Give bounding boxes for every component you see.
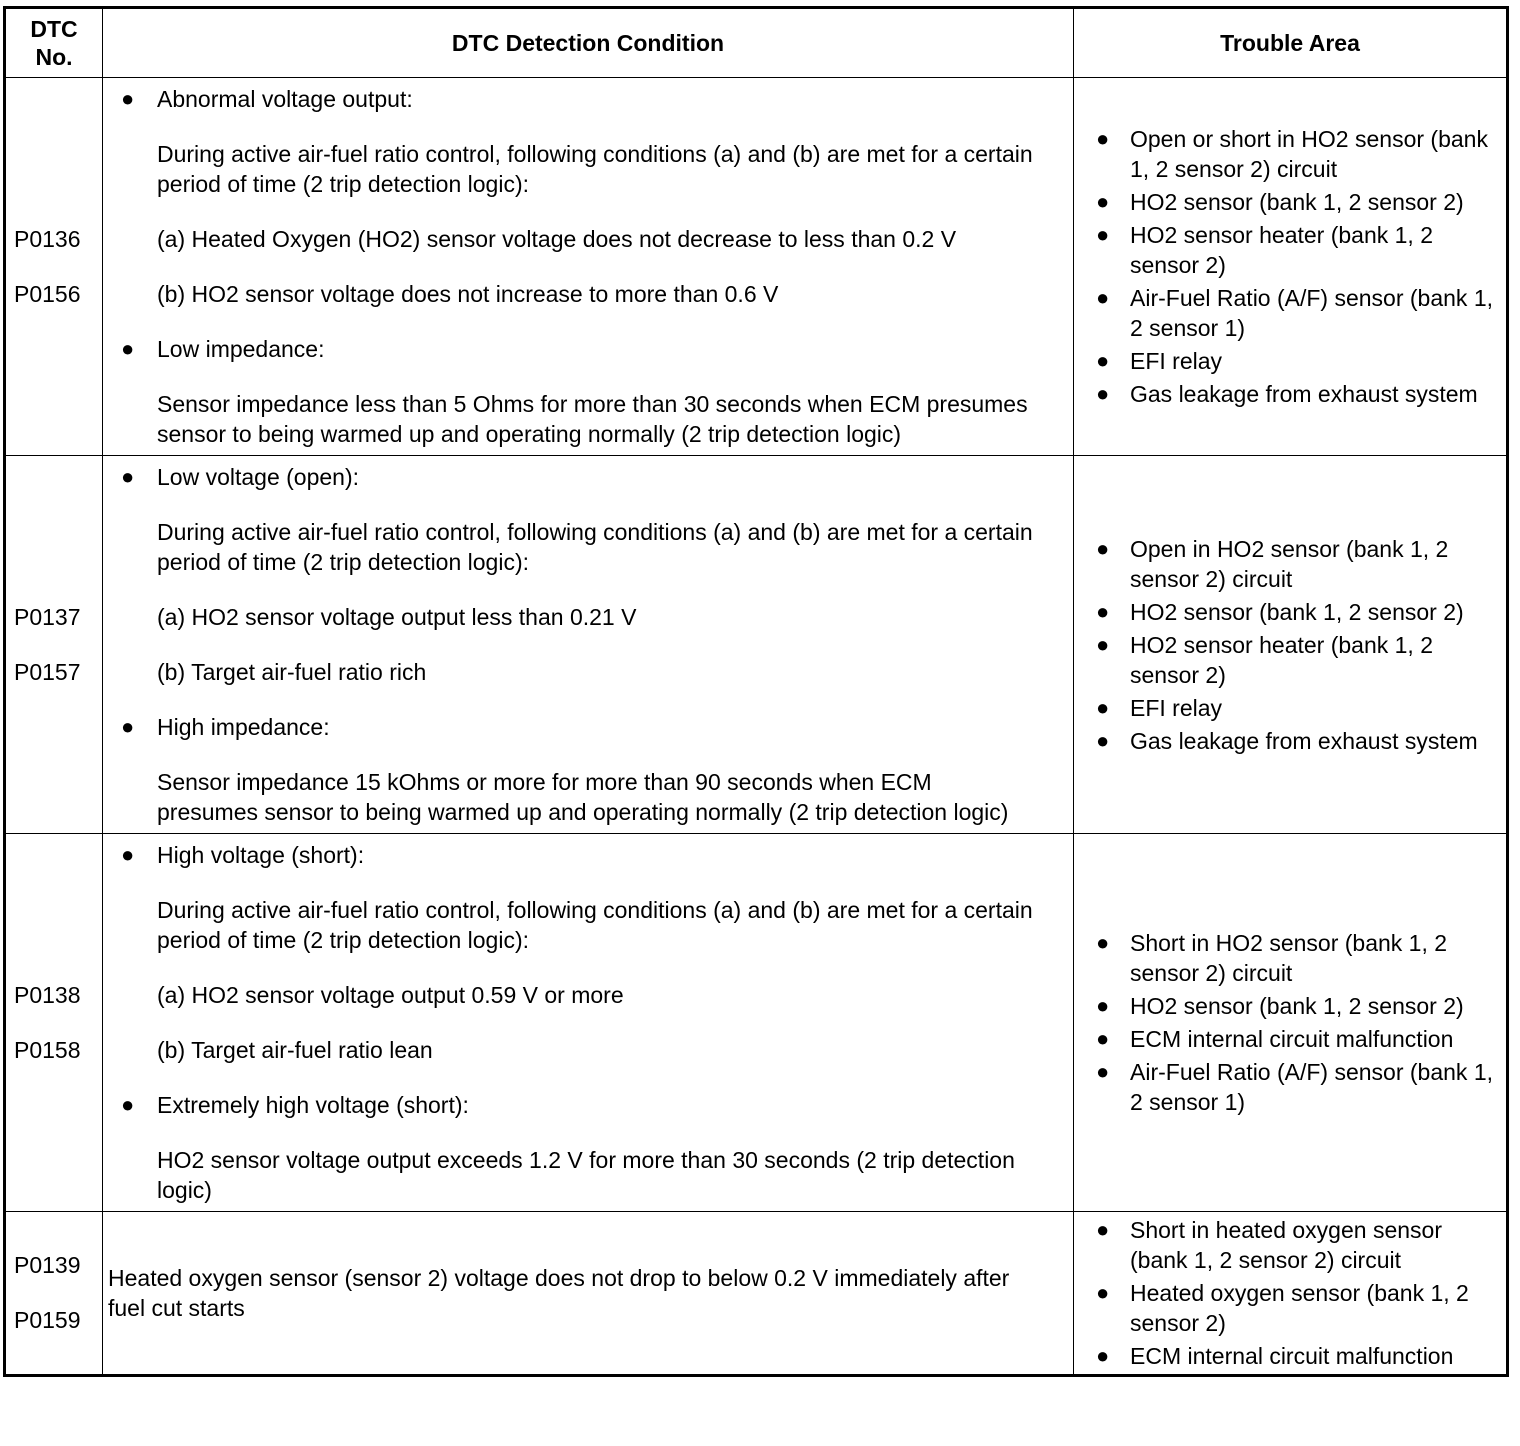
trouble-item [1096,124,1500,184]
bullet-icon: ● [1096,993,1110,1018]
trouble-area-cell [1074,78,1508,456]
table-row [5,456,1508,834]
header-detection-condition: DTC Detection Condition [103,8,1074,78]
condition-text: HO2 sensor voltage output exceeds 1.2 V for more than 30 seconds (2 trip detection logic) [157,1147,1015,1203]
trouble-area-cell [1074,834,1508,1212]
dtc-code: P0157 [14,658,81,685]
condition-text: (b) HO2 sensor voltage does not increase to more than 0.6 V [157,281,779,307]
trouble-item [1096,693,1500,723]
bullet-icon: ● [1096,222,1110,247]
trouble-text: Air-Fuel Ratio (A/F) sensor (bank 1, 2 sensor 1) [1130,1059,1494,1115]
detection-condition-cell [103,456,1074,834]
bullet-icon: ● [1096,930,1110,955]
condition-heading [121,334,1033,364]
condition-text: Low voltage (open): [157,464,360,490]
dtc-code-cell [5,834,103,1212]
bullet-icon: ● [121,336,135,361]
trouble-text: HO2 sensor (bank 1, 2 sensor 2) [1130,993,1464,1019]
bullet-icon: ● [1096,1343,1110,1368]
condition-paragraph [121,980,1033,1010]
trouble-text: HO2 sensor heater (bank 1, 2 sensor 2) [1130,222,1433,278]
dtc-code: P0136 [14,225,81,252]
condition-text: Sensor impedance less than 5 Ohms for more than 30 seconds when ECM presumes sensor to being warmed up and operating normally (2 trip detection logic) [157,391,1028,447]
trouble-item [1096,534,1500,594]
header-trouble-area: Trouble Area [1074,8,1508,78]
trouble-item [1096,187,1500,217]
condition-paragraph [121,1035,1033,1065]
dtc-table [3,6,1509,1377]
trouble-text: Gas leakage from exhaust system [1130,727,1478,754]
trouble-item [1096,630,1500,690]
bullet-icon: ● [121,86,135,111]
trouble-text: HO2 sensor (bank 1, 2 sensor 2) [1130,598,1464,625]
condition-text: (a) HO2 sensor voltage output less than 0.21 V [157,604,637,630]
trouble-item [1096,379,1500,409]
condition-paragraph [121,139,1033,199]
trouble-text: Air-Fuel Ratio (A/F) sensor (bank 1, 2 sensor 1) [1130,285,1494,341]
table-row [5,1212,1508,1376]
condition-heading [121,84,1033,114]
condition-paragraph [121,279,1033,309]
trouble-item [1096,726,1500,756]
bullet-icon: ● [1096,694,1110,720]
condition-paragraph [121,224,1033,254]
trouble-item [1096,1341,1500,1371]
trouble-text: HO2 sensor (bank 1, 2 sensor 2) [1130,189,1464,215]
trouble-text: Open in HO2 sensor (bank 1, 2 sensor 2) circuit [1130,535,1449,592]
trouble-text: EFI relay [1130,348,1223,374]
condition-text: High voltage (short): [157,842,365,868]
dtc-code: P0156 [14,280,81,307]
trouble-text: Gas leakage from exhaust system [1130,381,1478,407]
dtc-code: P0158 [14,1036,81,1063]
trouble-item [1096,1024,1500,1054]
trouble-item [1096,1057,1500,1117]
bullet-icon: ● [1096,1059,1110,1084]
condition-paragraph [121,602,1033,632]
trouble-item [1096,597,1500,627]
bullet-icon: ● [1096,1280,1110,1305]
trouble-text: Heated oxygen sensor (bank 1, 2 sensor 2) [1130,1280,1469,1336]
trouble-item [1096,991,1500,1021]
condition-paragraph [121,657,1033,687]
condition-paragraph [121,895,1033,955]
condition-text: Abnormal voltage output: [157,86,413,112]
condition-text: During active air-fuel ratio control, following conditions (a) and (b) are met for a certain period of time (2 trip detection logic): [157,141,1033,197]
bullet-icon: ● [1096,1026,1110,1051]
table-row [5,834,1508,1212]
dtc-code: P0139 [14,1252,81,1278]
table-row [5,78,1508,456]
trouble-area-cell [1074,456,1508,834]
condition-paragraph [121,517,1033,577]
trouble-text: HO2 sensor heater (bank 1, 2 sensor 2) [1130,631,1433,688]
bullet-icon: ● [1096,189,1110,214]
trouble-item [1096,928,1500,988]
dtc-code-cell [5,1212,103,1376]
dtc-code: P0137 [14,603,81,630]
dtc-code: P0138 [14,981,81,1008]
condition-heading [121,840,1033,870]
dtc-code-cell [5,78,103,456]
trouble-text: Short in heated oxygen sensor (bank 1, 2 sensor 2) circuit [1130,1217,1442,1273]
condition-text: Low impedance: [157,336,325,362]
bullet-icon: ● [121,464,135,489]
detection-condition-cell [103,78,1074,456]
trouble-item [1096,1278,1500,1338]
condition-paragraph [121,389,1033,449]
condition-heading [121,712,1033,742]
bullet-icon: ● [1096,348,1110,373]
condition-text: (b) Target air-fuel ratio lean [157,1037,433,1063]
trouble-area-cell [1074,1212,1508,1376]
trouble-item [1096,283,1500,343]
trouble-text: EFI relay [1130,694,1223,721]
condition-text: Sensor impedance 15 kOhms or more for more than 90 seconds when ECM presumes sensor to being warmed up and operating normally (2 trip detection logic) [157,769,1009,825]
condition-text: During active air-fuel ratio control, following conditions (a) and (b) are met for a certain period of time (2 trip detection logic): [157,519,1033,575]
bullet-icon: ● [121,1092,135,1117]
condition-text: Extremely high voltage (short): [157,1092,469,1118]
condition-text: (a) Heated Oxygen (HO2) sensor voltage does not decrease to less than 0.2 V [157,226,957,252]
condition-text: During active air-fuel ratio control, following conditions (a) and (b) are met for a certain period of time (2 trip detection logic): [157,897,1033,953]
trouble-text: ECM internal circuit malfunction [1130,1343,1454,1369]
trouble-text: ECM internal circuit malfunction [1130,1026,1454,1052]
trouble-item [1096,220,1500,280]
bullet-icon: ● [1096,285,1110,310]
header-row [5,8,1508,78]
bullet-icon: ● [1096,535,1110,561]
header-dtc-no: DTC No. [5,8,103,78]
dtc-code: P0159 [14,1307,81,1333]
dtc-code-cell [5,456,103,834]
condition-text: (b) Target air-fuel ratio rich [157,659,427,685]
bullet-icon: ● [121,842,135,867]
condition-paragraph [121,1145,1033,1205]
bullet-icon: ● [1096,381,1110,406]
trouble-item [1096,346,1500,376]
condition-text: (a) HO2 sensor voltage output 0.59 V or more [157,982,624,1008]
bullet-icon: ● [1096,126,1110,151]
condition-text: High impedance: [157,714,330,740]
bullet-icon: ● [1096,598,1110,624]
trouble-text: Short in HO2 sensor (bank 1, 2 sensor 2) circuit [1130,930,1448,986]
bullet-icon: ● [1096,727,1110,753]
trouble-text: Open or short in HO2 sensor (bank 1, 2 sensor 2) circuit [1130,126,1488,182]
bullet-icon: ● [1096,1217,1110,1242]
bullet-icon: ● [1096,631,1110,657]
condition-heading [121,1090,1033,1120]
detection-condition-cell: Heated oxygen sensor (sensor 2) voltage does not drop to below 0.2 V immediately after fuel cut starts [103,1212,1074,1376]
condition-heading [121,462,1033,492]
bullet-icon: ● [121,714,135,739]
condition-paragraph [121,767,1033,827]
detection-condition-cell [103,834,1074,1212]
trouble-item [1096,1215,1500,1275]
